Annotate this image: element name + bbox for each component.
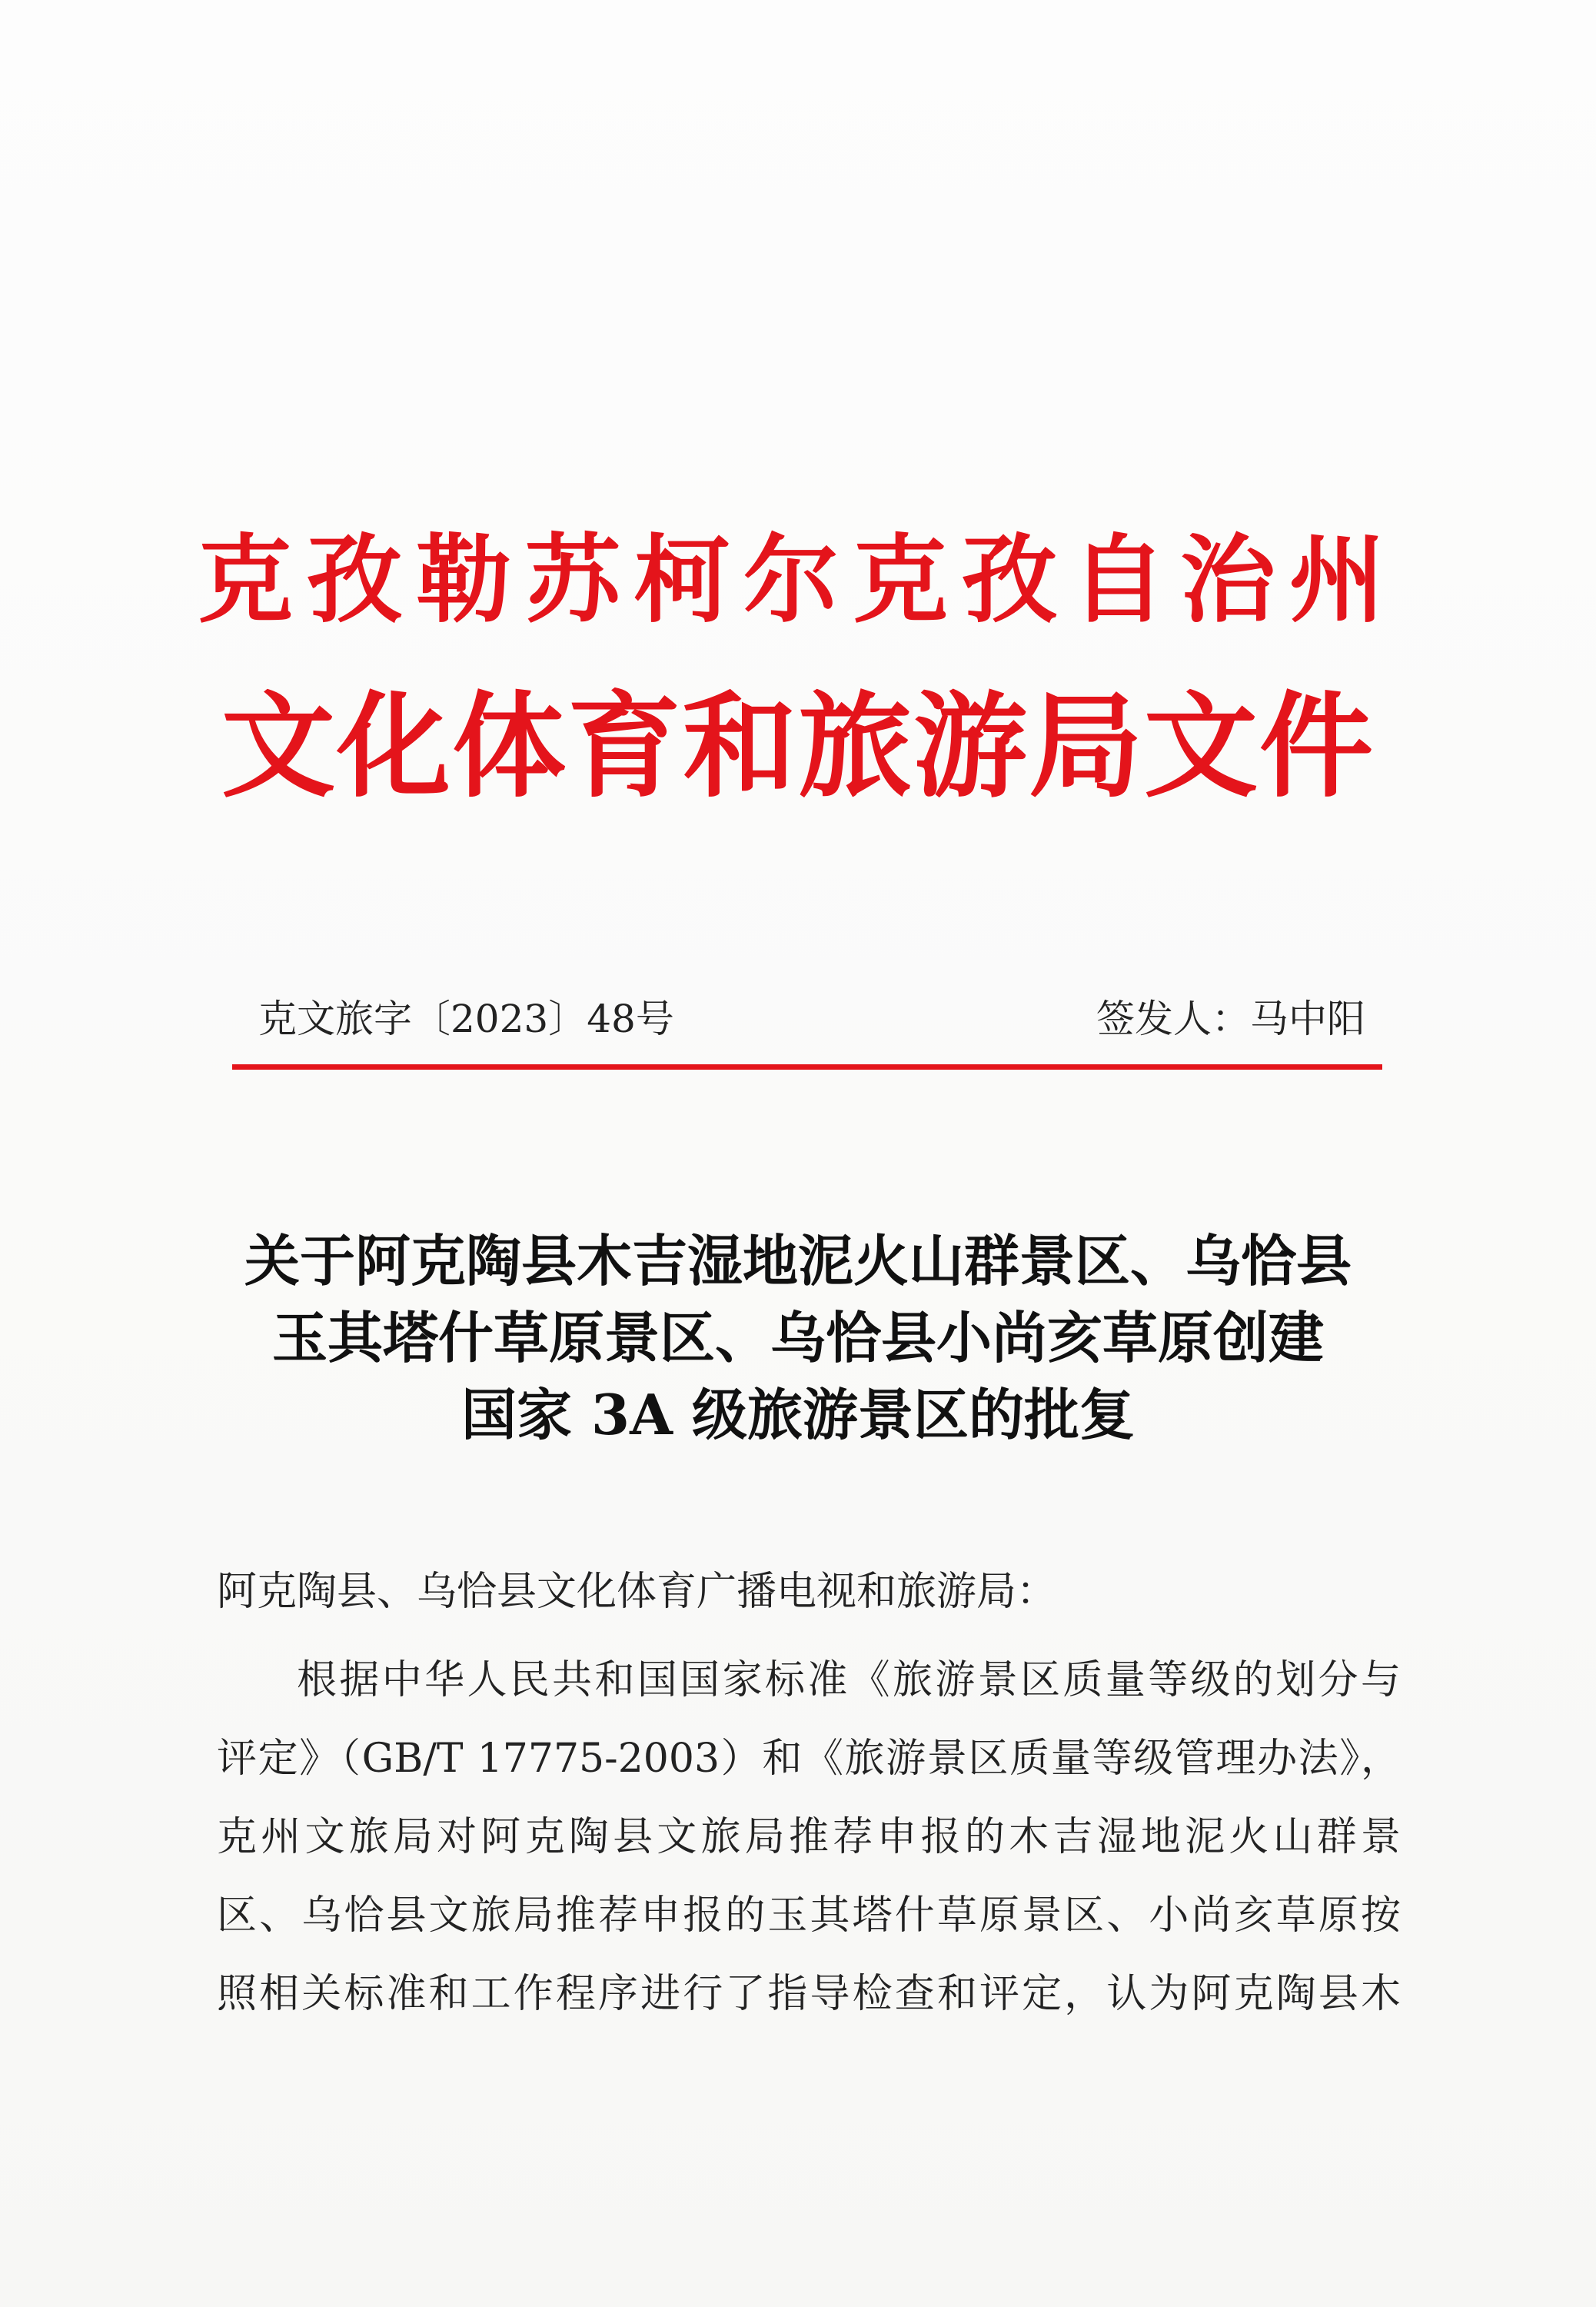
- issuing-org-line2: 文化体育和旅游局文件: [221, 679, 1375, 813]
- addressee: 阿克陶县、乌恰县文化体育广播电视和旅游局：: [217, 1569, 1057, 1615]
- signer: 签发人：马中阳: [1096, 997, 1365, 1041]
- body-line: 区、乌恰县文旅局推荐申报的玉其塔什草原景区、小尚亥草原按: [217, 1893, 1401, 1939]
- issuing-org-line1: 克孜勒苏柯尔克孜自治州: [197, 524, 1398, 636]
- title-line: 玉其塔什草原景区、乌恰县小尚亥草原创建: [271, 1305, 1324, 1370]
- body-line: 克州文旅局对阿克陶县文旅局推荐申报的木吉湿地泥火山群景: [217, 1814, 1401, 1860]
- title-line: 国家 3A 级旅游景区的批复: [461, 1382, 1135, 1447]
- document-number: 克文旅字〔2023〕48号: [258, 997, 674, 1041]
- document-title: [154, 1223, 1442, 1453]
- body-paragraph: [217, 1641, 1401, 2033]
- body-line: 照相关标准和工作程序进行了指导检查和评定，认为阿克陶县木: [217, 1971, 1401, 2017]
- body-line: 评定》（GB/T 17775-2003）和《旅游景区质量等级管理办法》，: [217, 1736, 1401, 1782]
- red-separator-line: [232, 1064, 1382, 1070]
- body-line: 根据中华人民共和国国家标准《旅游景区质量等级的划分与: [297, 1657, 1401, 1703]
- title-line: 关于阿克陶县木吉湿地泥火山群景区、乌恰县: [244, 1228, 1352, 1293]
